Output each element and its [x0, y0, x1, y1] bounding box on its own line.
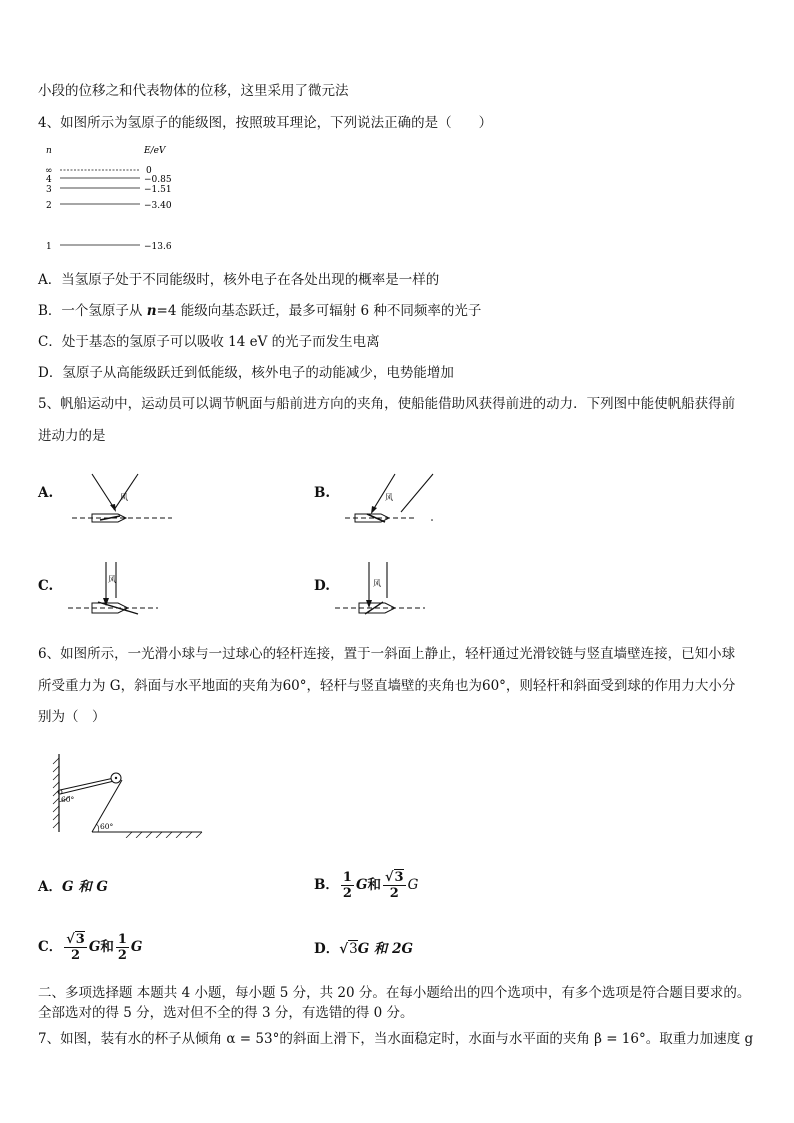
- q5-label-d: D.: [314, 578, 330, 594]
- level-4-e: −0.85: [144, 175, 172, 185]
- level-2-e: −3.40: [144, 201, 172, 211]
- angle-wall-label: 60°: [61, 795, 75, 804]
- q6-option-d: D．√3G 和 2G: [314, 941, 414, 957]
- wind-label-a: 风: [120, 493, 128, 502]
- q4-option-b: B．一个氢原子从 n=4 能级向基态跃迁，最多可辐射 6 种不同频率的光子: [38, 303, 482, 319]
- e-header: E/eV: [144, 146, 166, 156]
- continuation-text: 小段的位移之和代表物体的位移，这里采用了微元法: [38, 83, 349, 99]
- section2-line1: 二、多项选择题 本题共 4 小题，每小题 5 分，共 20 分。在每小题给出的四个选项中，有多个选项是符合题目要求的。: [38, 985, 751, 1001]
- q5-label-b: B.: [314, 485, 331, 501]
- q6-stem-line1: 6、如图所示，一光滑小球与一过球心的轻杆连接，置于一斜面上静止，轻杆通过光滑铰链与竖直墙壁连接，已知小球: [38, 646, 736, 662]
- q4-option-a: A．当氢原子处于不同能级时，核外电子在各处出现的概率是一样的: [38, 272, 440, 288]
- wind-label-d: 风: [373, 579, 381, 588]
- ball-rod-incline-diagram: [52, 752, 212, 838]
- level-4-n: 4: [46, 175, 52, 185]
- angle-ground-label: 60°: [100, 822, 114, 831]
- energy-level-diagram: [38, 140, 208, 260]
- q5-label-c: C.: [38, 578, 54, 594]
- wind-label-b: 风: [385, 493, 393, 502]
- q5-stem-line1: 5、帆船运动中，运动员可以调节帆面与船前进方向的夹角，使船能借助风获得前进的动力．下列图中能使帆船获得前: [38, 396, 736, 412]
- level-3-n: 3: [46, 185, 52, 195]
- sailboat-diagram-a: [72, 468, 182, 530]
- sailboat-diagram-c: [68, 558, 168, 620]
- sailboat-diagram-b: [345, 468, 445, 530]
- q7-stem: 7、如图，装有水的杯子从倾角 α = 53°的斜面上滑下，当水面稳定时，水面与水平面的夹角 β = 16°。取重力加速度 g: [38, 1031, 754, 1047]
- q4-option-d: D．氢原子从高能级跃迁到低能级，核外电子的动能减少，电势能增加: [38, 365, 454, 381]
- level-inf-e: 0: [146, 166, 152, 176]
- level-1-e: −13.6: [144, 242, 172, 252]
- level-3-e: −1.51: [144, 185, 172, 195]
- level-2-n: 2: [46, 201, 52, 211]
- section2-line2: 全部选对的得 5 分，选对但不全的得 3 分，有选错的得 0 分。: [38, 1005, 414, 1021]
- wind-label-c: 风: [108, 575, 116, 584]
- q4-option-c: C．处于基态的氢原子可以吸收 14 eV 的光子而发生电离: [38, 334, 380, 350]
- q6-option-b: B． $\frac{1}{2}$ G和 $\frac{√3}{2}$ G: [314, 870, 419, 901]
- q6-stem-line2: 所受重力为 G，斜面与水平地面的夹角为60°，轻杆与竖直墙壁的夹角也为60°，则轻杆和斜面受到球的作用力大小分: [38, 678, 736, 694]
- n-header: n: [46, 146, 52, 156]
- level-1-n: 1: [46, 242, 52, 252]
- q4-stem: 4、如图所示为氢原子的能级图，按照玻耳理论，下列说法正确的是（ ）: [38, 115, 493, 131]
- q6-option-c: C． $\frac{√3}{2}$ G和 $\frac{1}{2}$ G: [38, 932, 143, 963]
- q6-option-a: A．G 和 G: [38, 879, 108, 895]
- q5-stem-line2: 进动力的是: [38, 428, 106, 444]
- sailboat-diagram-d: [335, 558, 435, 620]
- q6-stem-line3: 别为（ ）: [38, 709, 106, 725]
- q5-label-a: A.: [38, 485, 54, 501]
- level-inf-n: ∞: [45, 166, 53, 176]
